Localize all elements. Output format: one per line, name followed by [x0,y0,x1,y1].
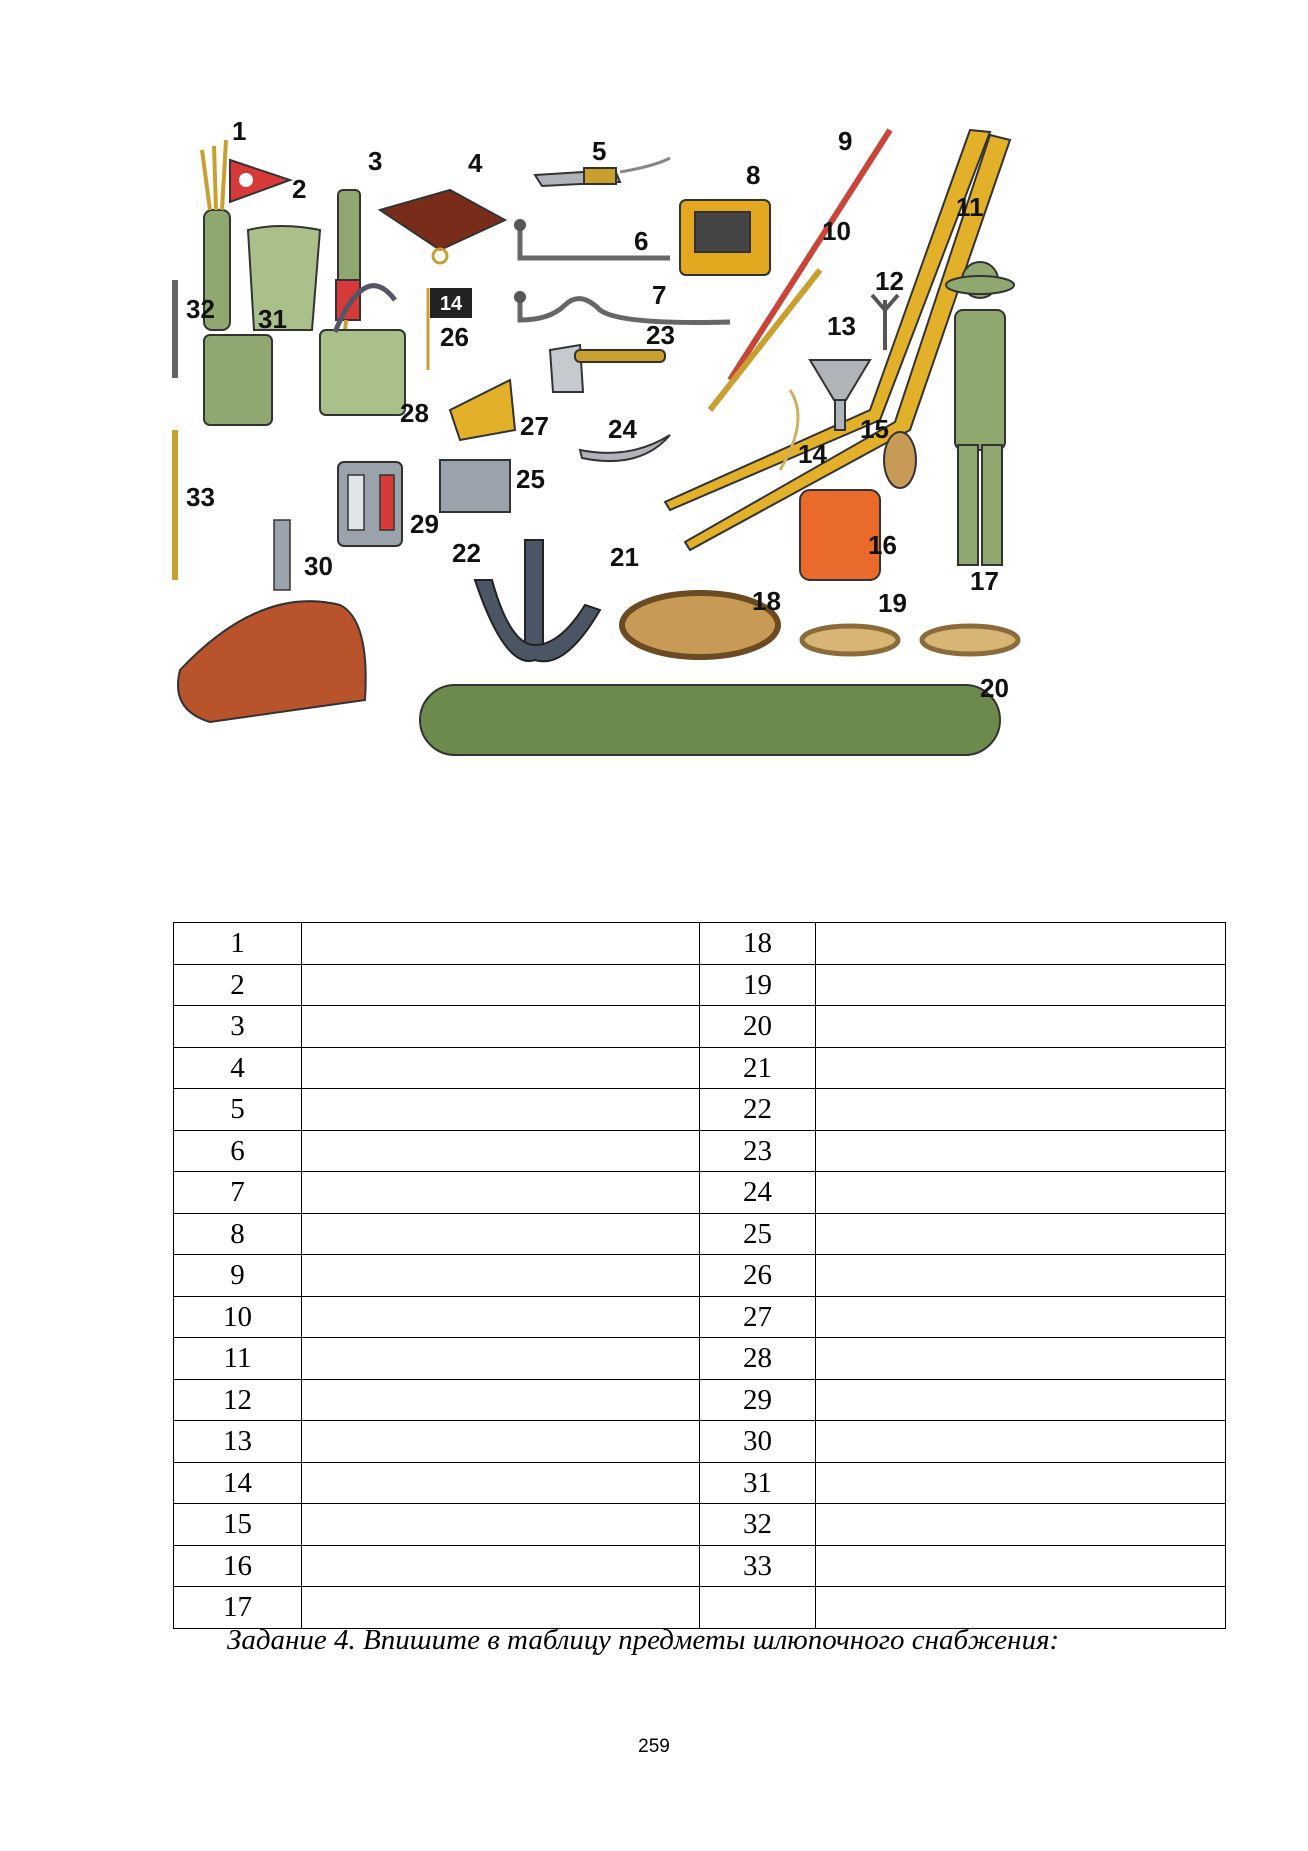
answer-cell-left[interactable] [302,1172,700,1214]
answer-cell-right[interactable] [816,1296,1226,1338]
callout-5: 5 [592,136,607,166]
row-number-left: 3 [174,1006,302,1048]
callout-17: 17 [970,566,999,596]
answer-cell-right[interactable] [816,923,1226,965]
callout-19: 19 [878,588,907,618]
row-number-left: 12 [174,1379,302,1421]
answer-cell-right[interactable] [816,1130,1226,1172]
line-coil-18 [802,626,898,654]
callout-13: 13 [827,311,856,341]
answer-cell-right[interactable] [816,1338,1226,1380]
row-number-left: 9 [174,1255,302,1297]
row-number-left: 4 [174,1047,302,1089]
answer-cell-right[interactable] [816,1172,1226,1214]
row-number-right: 24 [700,1172,816,1214]
callout-7: 7 [652,280,667,310]
callout-23: 23 [646,320,675,350]
answer-cell-right[interactable] [816,1545,1226,1587]
protective-suit-item [946,262,1014,565]
row-number-right: 20 [700,1006,816,1048]
answer-cell-left[interactable] [302,1338,700,1380]
compass-item [680,200,770,275]
table-row [174,1462,1226,1504]
row-number-right: 19 [700,964,816,1006]
callout-11: 11 [956,192,984,222]
table-row [174,923,1226,965]
row-number-right: 33 [700,1545,816,1587]
callout-32: 32 [186,294,215,324]
row-number-left: 17 [174,1587,302,1629]
answer-cell-right[interactable] [816,964,1226,1006]
callout-21: 21 [610,542,639,572]
answer-cell-right[interactable] [816,1462,1226,1504]
answer-cell-left[interactable] [302,1587,700,1629]
answer-cell-left[interactable] [302,1213,700,1255]
callout-9: 9 [838,126,853,156]
line-coil-19 [922,626,1018,654]
table-row [174,1504,1226,1546]
callout-25: 25 [516,464,545,494]
callout-20: 20 [980,673,1009,703]
row-number-left: 13 [174,1421,302,1463]
row-number-right: 23 [700,1130,816,1172]
callout-30: 30 [304,551,333,581]
row-number-right: 32 [700,1504,816,1546]
callout-16: 16 [868,530,897,560]
row-number-right: 22 [700,1089,816,1131]
row-number-right [700,1587,816,1629]
row-number-right: 31 [700,1462,816,1504]
callout-33: 33 [186,482,215,512]
row-number-right: 18 [700,923,816,965]
row-number-left: 15 [174,1504,302,1546]
callout-22: 22 [452,538,481,568]
row-number-right: 25 [700,1213,816,1255]
row-number-left: 11 [174,1338,302,1380]
row-number-right: 26 [700,1255,816,1297]
callout-8: 8 [746,160,761,190]
answer-cell-right[interactable] [816,1089,1226,1131]
answer-cell-right[interactable] [816,1421,1226,1463]
table-row [174,964,1226,1006]
answer-cell-left[interactable] [302,964,700,1006]
answer-cell-left[interactable] [302,1421,700,1463]
table-row [174,1421,1226,1463]
task-caption: Задание 4. Впишите в таблицу предметы шлюпочного снабжения: [227,1624,1060,1656]
answer-cell-right[interactable] [816,1379,1226,1421]
callout-12: 12 [875,266,904,296]
boat-equipment-illustration [170,110,1200,870]
answer-cell-left[interactable] [302,1047,700,1089]
table-row [174,1338,1226,1380]
row-number-left: 14 [174,1462,302,1504]
callout-28: 28 [400,398,429,428]
answer-cell-left[interactable] [302,1255,700,1297]
sea-anchor-roll-item [420,685,1000,755]
table-row [174,1545,1226,1587]
answer-cell-right[interactable] [816,1255,1226,1297]
table-row [174,1089,1226,1131]
row-number-right: 30 [700,1421,816,1463]
table-row [174,1130,1226,1172]
table-row [174,1379,1226,1421]
bucket-item [204,335,272,425]
callout-14: 14 [798,439,827,469]
table-row [174,1172,1226,1214]
answer-cell-left[interactable] [302,1296,700,1338]
row-number-left: 10 [174,1296,302,1338]
row-number-left: 8 [174,1213,302,1255]
answer-cell-left[interactable] [302,1130,700,1172]
axe-item [550,345,665,392]
callout-15: 15 [860,414,889,444]
answer-cell-left[interactable] [302,1379,700,1421]
answer-cell-right[interactable] [816,1213,1226,1255]
table-row [174,1587,1226,1629]
row-number-left: 16 [174,1545,302,1587]
table-row [174,1006,1226,1048]
row-number-right: 29 [700,1379,816,1421]
answer-table [173,922,1226,1629]
callout-6: 6 [634,226,649,256]
answer-cell-right[interactable] [816,1504,1226,1546]
row-number-right: 21 [700,1047,816,1089]
table-row [174,1213,1226,1255]
oil-bag-item [380,190,505,263]
callout-2: 2 [292,174,307,204]
tin-box-item [440,460,510,512]
table-row [174,1047,1226,1089]
callout-27: 27 [520,411,549,441]
anchor-item [475,540,600,661]
answer-cell-left[interactable] [302,1462,700,1504]
answer-cell-right[interactable] [816,1047,1226,1089]
callout-31: 31 [258,304,287,334]
callout-18: 18 [752,586,781,616]
flag-number-label: 14 [439,293,463,315]
table-row [174,1255,1226,1297]
answer-cell-right[interactable] [816,1006,1226,1048]
row-number-left: 7 [174,1172,302,1214]
answer-cell-left[interactable] [302,923,700,965]
row-number-left: 1 [174,923,302,965]
satchel-item [320,286,405,415]
table-row [174,1296,1226,1338]
answer-cell-right[interactable] [816,1587,1226,1629]
callout-1: 1 [232,116,247,146]
bailer-item [450,380,515,440]
answer-cell-left[interactable] [302,1089,700,1131]
answer-table-body [174,923,1226,1629]
row-number-left: 5 [174,1089,302,1131]
row-number-left: 6 [174,1130,302,1172]
row-number-right: 28 [700,1338,816,1380]
row-number-right: 27 [700,1296,816,1338]
row-number-left: 2 [174,964,302,1006]
callout-24: 24 [608,414,637,444]
page-number: 259 [638,1736,670,1757]
callout-10: 10 [822,216,851,246]
callout-4: 4 [468,148,483,178]
answer-cell-left[interactable] [302,1545,700,1587]
callout-26: 26 [440,322,469,352]
callout-3: 3 [368,146,383,176]
lantern-item [338,462,402,546]
water-keg-item [178,520,366,722]
answer-cell-left[interactable] [302,1504,700,1546]
callout-29: 29 [410,509,439,539]
answer-cell-left[interactable] [302,1006,700,1048]
